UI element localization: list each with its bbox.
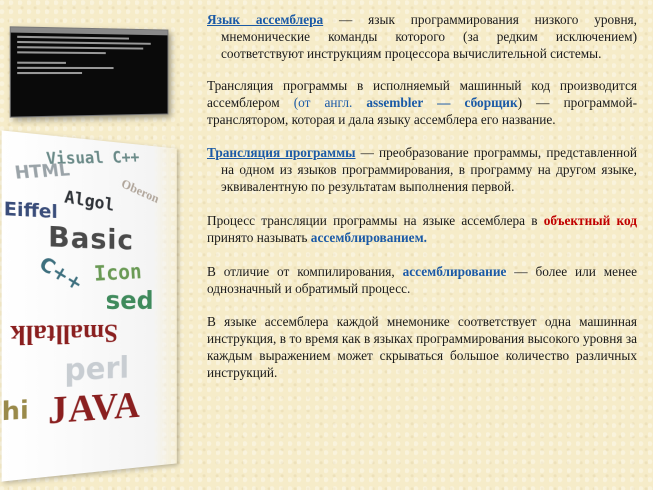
lang-algol: Algol — [63, 187, 116, 216]
lang-sed: sed — [105, 286, 154, 316]
programming-languages-collage — [2, 130, 177, 481]
paragraph-6: В языке ассемблера каждой мнемонике соответствует одна машинная инструкция, в то время как в языках программирования высокого уровня за каждым выражением может скрываться большое количество различных инструкций. — [207, 314, 637, 380]
term-program-translation: Трансляция программы — [207, 145, 356, 160]
lang-perl: perl — [64, 350, 130, 389]
object-code-term: объектный код — [543, 213, 637, 228]
term-assembly-language: Язык ассемблера — [207, 12, 324, 27]
lang-smalltalk: Smalltalk — [10, 318, 118, 351]
paragraph-3: Трансляция программы — преобразование программы, представленной на одном из языков программирования, в программу на другом языке, эквивалентную по результатам выполнения первой. — [207, 145, 638, 194]
lang-html: HTML — [13, 160, 72, 184]
slide-text — [207, 11, 637, 381]
lang-hi: hi — [1, 395, 29, 427]
paragraph-2: Трансляция программы в исполняемый машинный код производится ассемблером (от англ. assembler — сборщик) — программой-транслятором, которая и дала языку ассемблера его название. — [207, 78, 638, 127]
paragraph-1: Язык ассемблера — язык программирования низкого уровня, мнемонические команды которого (за редким исключением) соответствуют инструкциям процессора вычислительной системы. — [207, 12, 637, 61]
paragraph-5: В отличие от компилирования, ассемблирование — более или менее однозначный и обратимый процесс. — [207, 264, 637, 296]
paragraph-4: Процесс трансляции программы на языке ассемблера в объектный код принято называть ассемблированием. — [207, 213, 637, 245]
lang-eiffel: Eiffel — [3, 198, 58, 224]
lang-cpp: C++ — [35, 252, 87, 296]
lang-visual-cpp: Visual C++ — [45, 147, 141, 169]
lang-java: JAVA — [48, 384, 141, 433]
assembling-term: ассемблированием. — [310, 230, 427, 245]
lang-icon: Icon — [93, 259, 143, 286]
lang-basic: Basic — [48, 219, 134, 257]
terminal-screenshot — [10, 26, 169, 117]
lang-oberon: Oberon — [119, 175, 161, 206]
